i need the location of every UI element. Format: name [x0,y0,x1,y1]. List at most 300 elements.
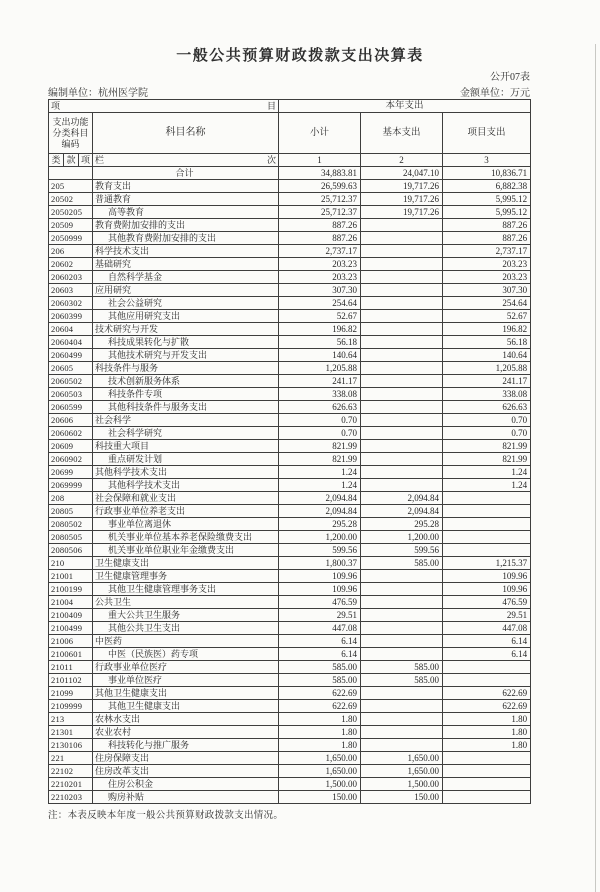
row-code: 2060203 [49,271,93,284]
row-project-expense: 109.96 [443,583,531,596]
row-basic-expense [361,258,443,271]
row-project-expense: 626.63 [443,401,531,414]
row-basic-expense: 150.00 [361,791,443,804]
meta-row [48,84,530,99]
table-row [49,375,531,388]
table-row [49,297,531,310]
row-project-expense: 0.70 [443,427,531,440]
row-basic-expense [361,336,443,349]
row-subtotal: 1,650.00 [279,765,361,778]
row-subject-name: 其他科学技术支出 [93,479,279,492]
page-title: 一般公共预算财政拨款支出决算表 [176,47,424,64]
row-project-expense [443,752,531,765]
row-basic-expense [361,310,443,323]
row-code: 2060499 [49,349,93,362]
row-subtotal: 0.70 [279,414,361,427]
row-basic-expense: 19,717.26 [361,206,443,219]
row-subject-name: 教育费附加安排的支出 [93,219,279,232]
table-row [49,180,531,193]
item-left-label: 项 [51,101,61,111]
row-code: 21006 [49,635,93,648]
row-code: 2069999 [49,479,93,492]
row-basic-expense: 19,717.26 [361,193,443,206]
row-project-expense: 821.99 [443,453,531,466]
row-subtotal: 599.56 [279,544,361,557]
row-subject-name: 自然科学基金 [93,271,279,284]
row-code: 20604 [49,323,93,336]
table-row [49,284,531,297]
header-row-columns [49,113,531,154]
row-subject-name: 其他教育费附加安排的支出 [93,232,279,245]
table-row [49,258,531,271]
row-project-expense: 6.14 [443,635,531,648]
row-code: 2100199 [49,583,93,596]
header-row-lanci [49,154,531,167]
table-row [49,635,531,648]
row-subtotal: 1.80 [279,739,361,752]
row-code: 221 [49,752,93,765]
table-row [49,271,531,284]
table-row [49,739,531,752]
row-project-expense: 0.70 [443,414,531,427]
row-project-expense [443,492,531,505]
table-row [49,674,531,687]
row-subtotal: 56.18 [279,336,361,349]
row-basic-expense: 295.28 [361,518,443,531]
table-row [49,479,531,492]
row-basic-expense [361,362,443,375]
table-row [49,466,531,479]
row-subject-name: 科技条件专项 [93,388,279,401]
row-subtotal: 1,800.37 [279,557,361,570]
row-project-expense: 622.69 [443,687,531,700]
row-basic-expense [361,271,443,284]
row-code: 213 [49,713,93,726]
table-row [49,245,531,258]
row-code: 2060599 [49,401,93,414]
row-project-expense [443,674,531,687]
row-subtotal: 109.96 [279,583,361,596]
row-subject-name: 普通教育 [93,193,279,206]
row-basic-expense: 585.00 [361,557,443,570]
table-row [49,336,531,349]
column-number-2: 2 [361,154,443,167]
row-code: 2080505 [49,531,93,544]
row-subject-name: 机关事业单位职业年金缴费支出 [93,544,279,557]
row-code: 2210203 [49,791,93,804]
row-code: 21001 [49,570,93,583]
row-basic-expense [361,609,443,622]
row-code: 2060399 [49,310,93,323]
table-row [49,531,531,544]
row-project-expense: 5,995.12 [443,193,531,206]
row-project-expense: 10,836.71 [443,167,531,180]
row-subject-name: 技术创新服务体系 [93,375,279,388]
table-row [49,414,531,427]
table-row [49,765,531,778]
row-subtotal: 34,883.81 [279,167,361,180]
row-subtotal: 1,650.00 [279,752,361,765]
row-subtotal: 821.99 [279,453,361,466]
row-project-expense: 887.26 [443,219,531,232]
row-code: 205 [49,180,93,193]
header-row-item [49,100,531,113]
row-code: 206 [49,245,93,258]
row-basic-expense [361,440,443,453]
row-basic-expense [361,700,443,713]
row-subtotal: 2,094.84 [279,492,361,505]
row-code: 2080502 [49,518,93,531]
table-row [49,232,531,245]
row-code: 20603 [49,284,93,297]
row-basic-expense: 1,200.00 [361,531,443,544]
row-project-expense: 1.24 [443,479,531,492]
row-project-expense [443,661,531,674]
row-project-expense: 6.14 [443,648,531,661]
table-row [49,791,531,804]
table-row [49,544,531,557]
table-number: 公开07表 [490,72,530,83]
row-subtotal: 887.26 [279,219,361,232]
table-row [49,596,531,609]
row-project-expense: 476.59 [443,596,531,609]
row-subject-name: 其他技术研究与开发支出 [93,349,279,362]
row-subtotal: 622.69 [279,687,361,700]
row-subtotal: 622.69 [279,700,361,713]
row-subject-name: 行政事业单位养老支出 [93,505,279,518]
row-subtotal: 476.59 [279,596,361,609]
row-subject-name: 重大公共卫生服务 [93,609,279,622]
table-row [49,388,531,401]
row-project-expense: 254.64 [443,297,531,310]
row-subtotal: 109.96 [279,570,361,583]
row-subject-name: 公共卫生 [93,596,279,609]
row-basic-expense: 24,047.10 [361,167,443,180]
table-row [49,752,531,765]
row-subtotal: 1,205.88 [279,362,361,375]
table-row [49,609,531,622]
table-row [49,648,531,661]
row-code: 208 [49,492,93,505]
row-subject-name: 住房改革支出 [93,765,279,778]
table-row [49,167,531,180]
code-header-line1: 支出功能 [52,116,89,127]
row-code: 20605 [49,362,93,375]
footnote: 注：本表反映本年度一般公共预算财政拨款支出情况。 [48,811,284,821]
row-subject-name: 高等教育 [93,206,279,219]
row-basic-expense [361,414,443,427]
row-subject-name: 行政事业单位医疗 [93,661,279,674]
row-code: 2050999 [49,232,93,245]
row-subject-name: 其他科技条件与服务支出 [93,401,279,414]
table-row [49,349,531,362]
row-basic-expense [361,232,443,245]
ci-label: 次 [267,155,277,165]
row-subtotal: 6.14 [279,648,361,661]
row-basic-expense [361,648,443,661]
code-header-line3: 编码 [61,138,80,149]
row-project-expense [443,765,531,778]
row-code: 20502 [49,193,93,206]
row-subject-name: 住房公积金 [93,778,279,791]
lan-label: 栏 [95,155,105,165]
row-basic-expense [361,622,443,635]
row-code: 2060302 [49,297,93,310]
row-code: 2100601 [49,648,93,661]
table-row [49,687,531,700]
table-row [49,713,531,726]
row-subject-name: 技术研究与开发 [93,323,279,336]
row-basic-expense: 2,094.84 [361,492,443,505]
table-row [49,700,531,713]
table-row [49,206,531,219]
row-subject-name: 卫生健康支出 [93,557,279,570]
table-row [49,453,531,466]
row-basic-expense [361,570,443,583]
row-subject-name: 事业单位医疗 [93,674,279,687]
row-basic-expense [361,219,443,232]
row-subject-name: 应用研究 [93,284,279,297]
row-subject-name: 科技重大项目 [93,440,279,453]
table-row [49,219,531,232]
row-subject-name: 社会公益研究 [93,297,279,310]
table-row [49,427,531,440]
row-subject-name: 社会科学 [93,414,279,427]
row-subtotal: 203.23 [279,271,361,284]
table-row [49,193,531,206]
row-subject-name: 科技成果转化与扩散 [93,336,279,349]
table-row [49,310,531,323]
row-code: 20602 [49,258,93,271]
row-project-expense: 203.23 [443,271,531,284]
row-subject-name: 合计 [93,167,279,180]
row-basic-expense: 585.00 [361,674,443,687]
row-subject-name: 社会保障和就业支出 [93,492,279,505]
row-subject-name: 卫生健康管理事务 [93,570,279,583]
basic-expense-header: 基本支出 [361,113,443,154]
row-project-expense: 56.18 [443,336,531,349]
row-basic-expense [361,427,443,440]
row-basic-expense [361,687,443,700]
row-basic-expense: 585.00 [361,661,443,674]
row-project-expense [443,505,531,518]
row-subject-name: 住房保障支出 [93,752,279,765]
row-basic-expense [361,466,443,479]
row-code: 210 [49,557,93,570]
row-code: 20606 [49,414,93,427]
row-basic-expense: 1,500.00 [361,778,443,791]
row-subject-name: 中医药 [93,635,279,648]
row-basic-expense [361,739,443,752]
row-project-expense: 203.23 [443,258,531,271]
table-body [49,167,531,804]
row-code: 2101102 [49,674,93,687]
row-basic-expense [361,713,443,726]
row-project-expense: 2,737.17 [443,245,531,258]
row-basic-expense: 1,650.00 [361,752,443,765]
amount-unit-label: 金额单位：万元 [460,88,530,99]
row-code: 2080506 [49,544,93,557]
year-expense-header: 本年支出 [279,100,531,113]
row-code: 2060902 [49,453,93,466]
row-subtotal: 29.51 [279,609,361,622]
row-subject-name: 基础研究 [93,258,279,271]
row-project-expense: 1,205.88 [443,362,531,375]
row-basic-expense: 19,717.26 [361,180,443,193]
row-basic-expense [361,596,443,609]
row-subject-name: 购房补贴 [93,791,279,804]
row-basic-expense [361,349,443,362]
row-basic-expense [361,375,443,388]
row-subtotal: 585.00 [279,674,361,687]
row-project-expense: 1.80 [443,726,531,739]
row-subtotal: 254.64 [279,297,361,310]
row-subject-name: 其他科学技术支出 [93,466,279,479]
table-row [49,557,531,570]
lanci-cell [93,154,279,167]
row-subject-name: 事业单位离退休 [93,518,279,531]
row-code: 20805 [49,505,93,518]
row-project-expense: 821.99 [443,440,531,453]
row-code: 2130106 [49,739,93,752]
row-subtotal: 26,599.63 [279,180,361,193]
row-subtotal: 196.82 [279,323,361,336]
row-basic-expense [361,388,443,401]
row-code: 21099 [49,687,93,700]
item-header: 项 [79,154,93,167]
row-project-expense: 5,995.12 [443,206,531,219]
scan-edge-artifact [595,44,596,892]
row-basic-expense: 599.56 [361,544,443,557]
subtotal-header: 小计 [279,113,361,154]
row-code [49,167,93,180]
row-project-expense: 6,882.38 [443,180,531,193]
row-subtotal: 25,712.37 [279,193,361,206]
row-subtotal: 0.70 [279,427,361,440]
row-subtotal: 295.28 [279,518,361,531]
table-row [49,323,531,336]
row-code: 2060502 [49,375,93,388]
row-basic-expense: 1,650.00 [361,765,443,778]
row-subtotal: 203.23 [279,258,361,271]
row-basic-expense [361,284,443,297]
code-header-cell [49,113,93,154]
row-project-expense: 241.17 [443,375,531,388]
row-project-expense [443,778,531,791]
table-row [49,661,531,674]
row-code: 20699 [49,466,93,479]
row-project-expense [443,791,531,804]
row-subtotal: 2,094.84 [279,505,361,518]
subject-name-header: 科目名称 [93,113,279,154]
table-row [49,583,531,596]
row-basic-expense [361,635,443,648]
table-row [49,440,531,453]
row-subtotal: 821.99 [279,440,361,453]
row-project-expense: 887.26 [443,232,531,245]
row-subtotal: 1,200.00 [279,531,361,544]
row-subtotal: 150.00 [279,791,361,804]
row-subject-name: 其他卫生健康支出 [93,700,279,713]
row-project-expense: 1.80 [443,713,531,726]
row-project-expense: 52.67 [443,310,531,323]
row-code: 2050205 [49,206,93,219]
row-subject-name: 其他卫生健康管理事务支出 [93,583,279,596]
row-subtotal: 447.08 [279,622,361,635]
row-subtotal: 338.08 [279,388,361,401]
row-basic-expense [361,583,443,596]
table-row [49,570,531,583]
expenditure-table [48,99,531,804]
row-code: 2060404 [49,336,93,349]
row-subject-name: 农业农村 [93,726,279,739]
row-subtotal: 307.30 [279,284,361,297]
row-subject-name: 其他卫生健康支出 [93,687,279,700]
row-subject-name: 其他公共卫生支出 [93,622,279,635]
row-subtotal: 52.67 [279,310,361,323]
row-code: 21004 [49,596,93,609]
section-header: 款 [64,154,79,167]
row-subject-name: 农林水支出 [93,713,279,726]
row-subject-name: 教育支出 [93,180,279,193]
table-row [49,505,531,518]
row-basic-expense [361,401,443,414]
project-expense-header: 项目支出 [443,113,531,154]
table-row [49,778,531,791]
row-code: 20609 [49,440,93,453]
row-code: 21011 [49,661,93,674]
table-row [49,726,531,739]
row-subtotal: 1,500.00 [279,778,361,791]
row-subject-name: 重点研发计划 [93,453,279,466]
row-subtotal: 2,737.17 [279,245,361,258]
table-row [49,518,531,531]
row-project-expense [443,531,531,544]
row-basic-expense [361,726,443,739]
row-project-expense: 447.08 [443,622,531,635]
row-project-expense [443,544,531,557]
column-number-3: 3 [443,154,531,167]
row-project-expense: 307.30 [443,284,531,297]
table-row [49,401,531,414]
row-subtotal: 140.64 [279,349,361,362]
row-subject-name: 机关事业单位基本养老保险缴费支出 [93,531,279,544]
column-number-1: 1 [279,154,361,167]
row-basic-expense [361,297,443,310]
row-subtotal: 6.14 [279,635,361,648]
row-subject-name: 科技条件与服务 [93,362,279,375]
row-subtotal: 241.17 [279,375,361,388]
row-subtotal: 585.00 [279,661,361,674]
row-subject-name: 科技转化与推广服务 [93,739,279,752]
row-project-expense: 338.08 [443,388,531,401]
row-subtotal: 626.63 [279,401,361,414]
row-code: 2100499 [49,622,93,635]
row-subject-name: 中医（民族医）药专项 [93,648,279,661]
row-project-expense: 622.69 [443,700,531,713]
row-basic-expense: 2,094.84 [361,505,443,518]
row-project-expense [443,518,531,531]
row-code: 22102 [49,765,93,778]
row-basic-expense [361,245,443,258]
row-basic-expense [361,479,443,492]
row-code: 2060602 [49,427,93,440]
row-project-expense: 140.64 [443,349,531,362]
row-subject-name: 社会科学研究 [93,427,279,440]
row-project-expense: 1.24 [443,466,531,479]
row-project-expense: 1,215.37 [443,557,531,570]
row-project-expense: 1.80 [443,739,531,752]
